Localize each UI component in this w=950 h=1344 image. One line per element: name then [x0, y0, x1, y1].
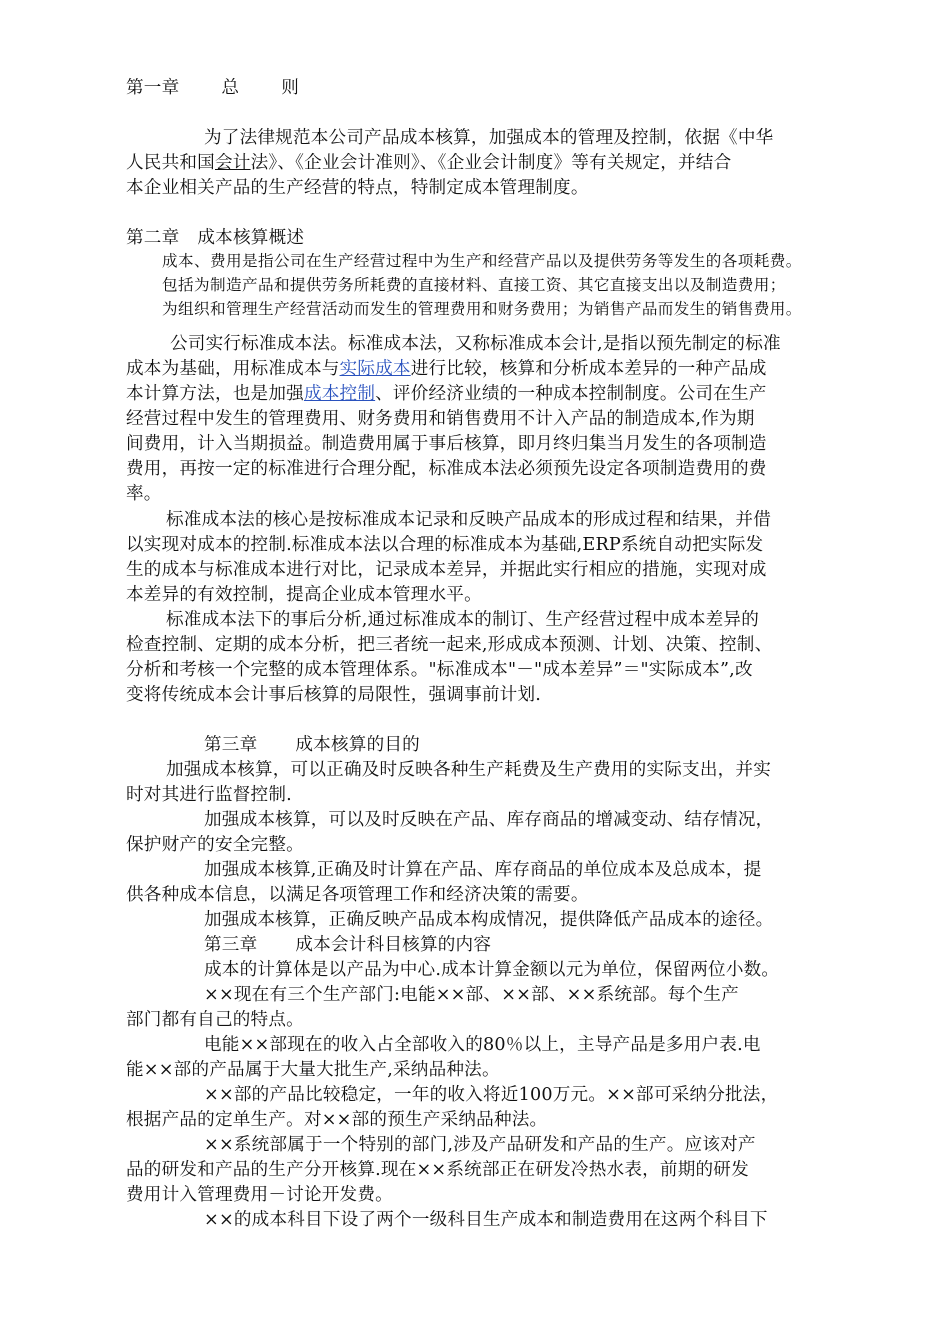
cost-control-link[interactable]: 成本控制 — [303, 384, 376, 404]
text-run: 人民共和国 — [126, 153, 215, 173]
chapter-3-para-1-line-2: 时对其进行监督控制. — [126, 785, 292, 805]
chapter-2-para-1-line-2 — [126, 357, 767, 381]
chapter-1-para-1-line-3: 本企业相关产品的生产经营的特点，特制定成本管理制度。 — [126, 178, 589, 198]
chapter-2-para-1-line-4: 经营过程中发生的管理费用、财务费用和销售费用不计入产品的制造成本,作为期 — [126, 409, 755, 429]
chapter-2-para-3-line-3: 分析和考核一个完整的成本管理体系。"标准成本"－"成本差异”＝"实际成本”,改 — [126, 660, 753, 680]
chapter-2-para-1-line-7: 率。 — [126, 484, 162, 504]
chapter-2-para-1-line-3 — [126, 382, 767, 406]
text-run: 法》、《企业会计准则》、《企业会计制度》等有关规定，并结合 — [250, 153, 732, 173]
chapter-3b-title: 成本会计科目核算的内容 — [295, 935, 492, 955]
chapter-2-para-2-line-4: 本差异的有效控制，提高企业成本管理水平。 — [126, 585, 482, 605]
chapter-1-para-1-line-1: 为了法律规范本公司产品成本核算，加强成本的管理及控制，依据《中华 — [204, 128, 774, 148]
chapter-2-definition-line-1: 成本、费用是指公司在生产经营过程中为生产和经营产品以及提供劳务等发生的各项耗费。 — [162, 252, 802, 270]
chapter-2-definition-line-2: 包括为制造产品和提供劳务所耗费的直接材料、直接工资、其它直接支出以及制造费用； — [162, 276, 786, 294]
chapter-2-para-3-line-2: 检查控制、定期的成本分析，把三者统一起来,形成成本预测、计划、决策、控制、 — [126, 635, 773, 655]
chapter-2-para-2-line-1: 标准成本法的核心是按标准成本记录和反映产品成本的形成过程和结果，并借 — [166, 510, 771, 530]
chapter-2-number: 第二章 — [126, 228, 180, 248]
text-run: 进行比较，核算和分析成本差异的一种产品成 — [410, 359, 767, 379]
chapter-3b-number: 第三章 — [204, 935, 258, 955]
chapter-3b-para-6-line-1: ××的成本科目下设了两个一级科目生产成本和制造费用在这两个科目下 — [204, 1210, 768, 1230]
actual-cost-link[interactable]: 实际成本 — [339, 359, 411, 379]
chapter-1-heading — [126, 76, 299, 100]
chapter-2-para-1-line-1: 公司实行标准成本法。标准成本法，又称标准成本会计,是指以预先制定的标准 — [170, 334, 781, 354]
accounting-link[interactable]: 会计 — [214, 153, 251, 173]
chapter-1-para-1-line-2 — [126, 151, 731, 175]
chapter-2-para-3-line-4: 变将传统成本会计事后核算的局限性，强调事前计划. — [126, 685, 542, 705]
chapter-3b-para-5-line-3: 费用计入管理费用－讨论开发费。 — [126, 1185, 393, 1205]
chapter-3b-para-2-line-2: 部门都有自己的特点。 — [126, 1010, 304, 1030]
chapter-3b-heading — [204, 933, 491, 957]
chapter-3-para-1-line-1: 加强成本核算，可以正确及时反映各种生产耗费及生产费用的实际支出，并实 — [166, 760, 771, 780]
chapter-2-para-1-line-6: 费用，再按一定的标准进行合理分配，标准成本法必须预先设定各项制造费用的费 — [126, 459, 767, 479]
chapter-3b-para-5-line-1: ××系统部属于一个特别的部门,涉及产品研发和产品的生产。应该对产 — [204, 1135, 756, 1155]
text-run: 本计算方法，也是加强 — [126, 384, 304, 404]
chapter-3b-para-3-line-1: 电能××部现在的收入占全部收入的80％以上，主导产品是多用户表.电 — [204, 1035, 761, 1055]
chapter-2-para-3-line-1: 标准成本法下的事后分析,通过标准成本的制订、生产经营过程中成本差异的 — [166, 610, 759, 630]
chapter-2-title: 成本核算概述 — [197, 228, 305, 248]
chapter-3-para-2-line-2: 保护财产的安全完整。 — [126, 835, 304, 855]
chapter-3b-para-4-line-1: ××部的产品比较稳定，一年的收入将近100万元。××部可采纳分批法， — [204, 1085, 779, 1105]
chapter-2-para-2-line-3: 生的成本与标准成本进行对比，记录成本差异，并据此实行相应的措施，实现对成 — [126, 560, 767, 580]
chapter-3-title: 成本核算的目的 — [295, 735, 420, 755]
text-run: 、评价经济业绩的一种成本控制制度。公司在生产 — [375, 384, 767, 404]
chapter-1-title-char-2: 则 — [281, 78, 299, 98]
chapter-2-para-1-line-5: 间费用，计入当期损益。制造费用属于事后核算，即月终归集当月发生的各项制造 — [126, 434, 767, 454]
chapter-3-para-3-line-2: 供各种成本信息，以满足各项管理工作和经济决策的需要。 — [126, 885, 589, 905]
chapter-3b-para-4-line-2: 根据产品的定单生产。对××部的预生产采纳品种法。 — [126, 1110, 548, 1130]
chapter-2-heading — [126, 226, 304, 250]
chapter-3b-para-1-line-1: 成本的计算体是以产品为中心.成本计算金额以元为单位，保留两位小数。 — [204, 960, 780, 980]
text-run: 成本为基础，用标准成本与 — [126, 359, 340, 379]
chapter-2-para-2-line-2: 以实现对成本的控制.标准成本法以合理的标准成本为基础,ERP系统自动把实际发 — [126, 535, 764, 555]
chapter-3-para-3-line-1: 加强成本核算,正确及时计算在产品、库存商品的单位成本及总成本，提 — [204, 860, 762, 880]
chapter-3-number: 第三章 — [204, 735, 258, 755]
chapter-3b-para-2-line-1: ××现在有三个生产部门:电能××部、××部、××系统部。每个生产 — [204, 985, 739, 1005]
chapter-3-para-4-line-1: 加强成本核算，正确反映产品成本构成情况，提供降低产品成本的途径。 — [204, 910, 774, 930]
chapter-1-title-char-1: 总 — [221, 78, 240, 98]
chapter-3-para-2-line-1: 加强成本核算，可以及时反映在产品、库存商品的增减变动、结存情况， — [204, 810, 774, 830]
chapter-3b-para-3-line-2: 能××部的产品属于大量大批生产,采纳品种法。 — [126, 1060, 500, 1080]
chapter-2-definition-line-3: 为组织和管理生产经营活动而发生的管理费用和财务费用；为销售产品而发生的销售费用。 — [162, 300, 802, 318]
chapter-1-number: 第一章 — [126, 78, 180, 98]
chapter-3b-para-5-line-2: 品的研发和产品的生产分开核算.现在××系统部正在研发冷热水表，前期的研发 — [126, 1160, 749, 1180]
chapter-3-heading — [204, 733, 420, 757]
